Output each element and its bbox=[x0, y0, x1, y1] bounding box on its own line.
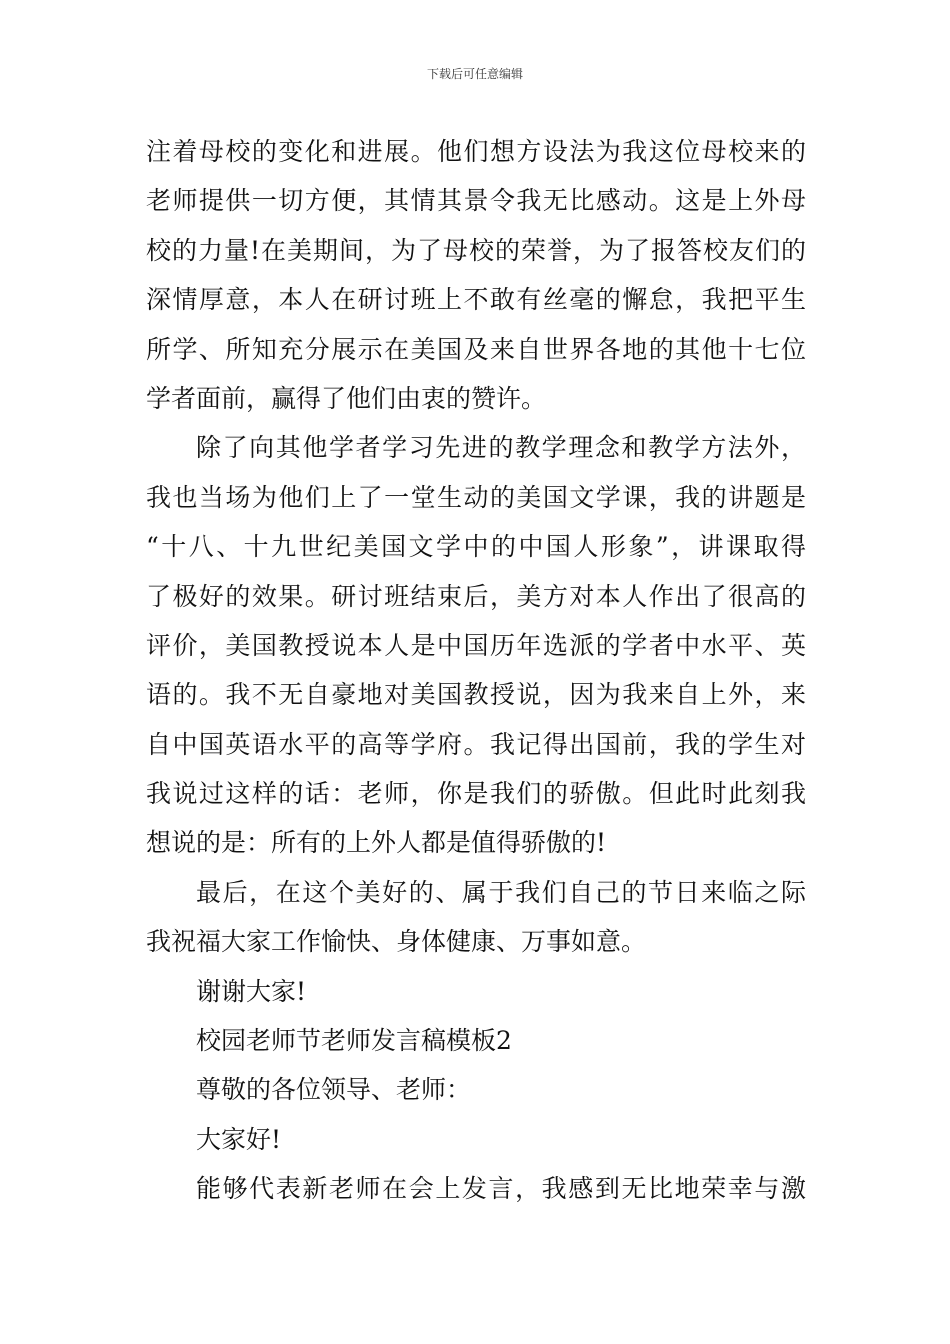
salutation: 尊敬的各位领导、老师： bbox=[196, 1075, 472, 1105]
paragraph-line: 我也当场为他们上了一堂生动的美国文学课，我的讲题是 bbox=[146, 482, 806, 512]
paragraph-line: 校的力量!在美期间，为了母校的荣誉，为了报答校友们的 bbox=[146, 235, 806, 265]
paragraph-line: 学者面前，赢得了他们由衷的赞许。 bbox=[146, 383, 547, 413]
paragraph-line: 我祝福大家工作愉快、身体健康、万事如意。 bbox=[146, 927, 647, 957]
paragraph-line: 注着母校的变化和进展。他们想方设法为我这位母校来的 bbox=[146, 137, 806, 166]
paragraph-line: 自中国英语水平的高等学府。我记得出国前，我的学生对 bbox=[146, 729, 806, 759]
greeting: 大家好! bbox=[196, 1124, 282, 1154]
paragraph-line: 想说的是：所有的上外人都是值得骄傲的! bbox=[146, 828, 607, 858]
document-body bbox=[146, 127, 806, 1214]
paragraph-line: 语的。我不无自豪地对美国教授说，因为我来自上外，来 bbox=[146, 680, 806, 710]
paragraph-line: 所学、所知充分展示在美国及来自世界各地的其他十七位 bbox=[146, 334, 806, 364]
paragraph-line: 能够代表新老师在会上发言，我感到无比地荣幸与激 bbox=[196, 1174, 806, 1204]
page-header: 下载后可任意编辑 bbox=[426, 67, 523, 81]
paragraph-line: 老师提供一切方便，其情其景令我无比感动。这是上外母 bbox=[146, 186, 806, 216]
paragraph-line: 最后，在这个美好的、属于我们自己的节日来临之际 bbox=[196, 877, 806, 907]
paragraph-line: “十八、十九世纪美国文学中的中国人形象”，讲课取得 bbox=[146, 532, 806, 562]
paragraph-line: 我说过这样的话：老师，你是我们的骄傲。但此时此刻我 bbox=[146, 779, 806, 809]
paragraph-line: 了极好的效果。研讨班结束后，美方对本人作出了很高的 bbox=[146, 581, 806, 611]
paragraph-line: 深情厚意，本人在研讨班上不敢有丝毫的懈怠，我把平生 bbox=[146, 285, 806, 315]
paragraph-line: 除了向其他学者学习先进的教学理念和教学方法外， bbox=[196, 433, 806, 463]
paragraph-line: 谢谢大家! bbox=[196, 976, 307, 1006]
paragraph-line: 评价，美国教授说本人是中国历年选派的学者中水平、英 bbox=[146, 630, 806, 660]
section-title: 校园老师节老师发言稿模板2 bbox=[196, 1026, 512, 1056]
